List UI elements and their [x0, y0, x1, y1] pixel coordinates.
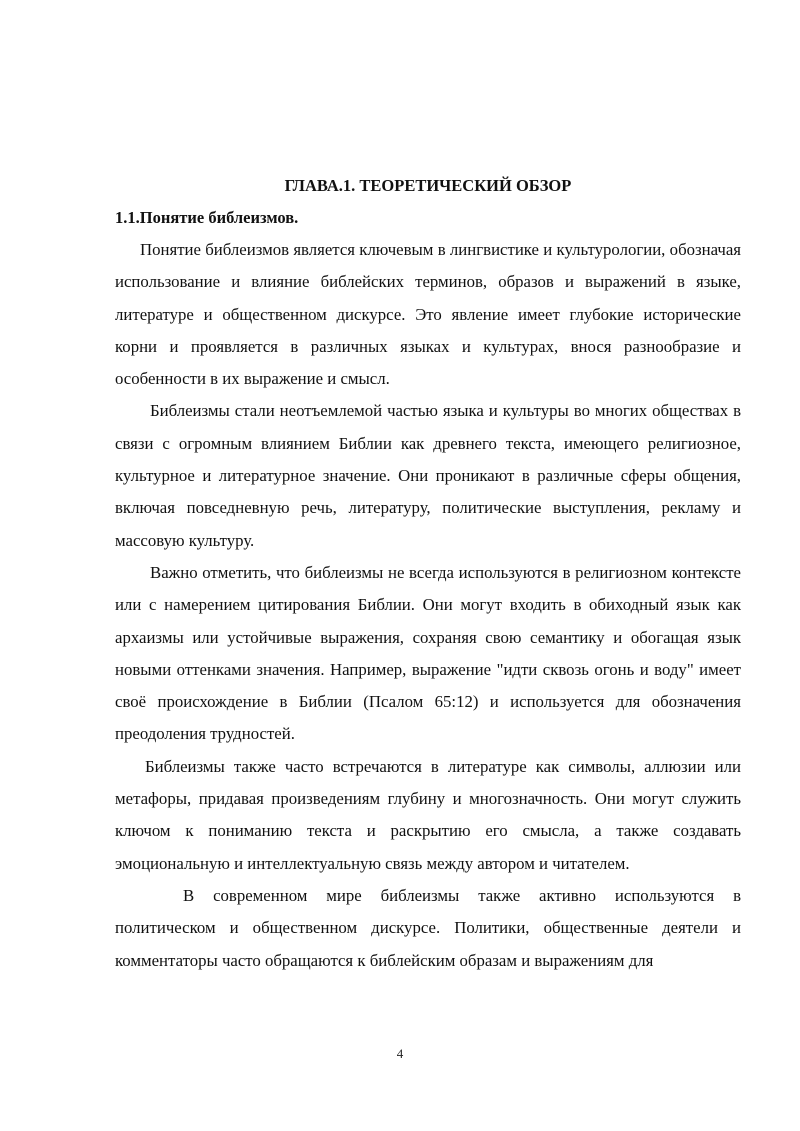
chapter-title: ГЛАВА.1. ТЕОРЕТИЧЕСКИЙ ОБЗОР — [284, 176, 572, 195]
page-number: 4 — [396, 1046, 404, 1061]
section-title: 1.1.Понятие библеизмов. — [115, 208, 299, 227]
page-content — [115, 172, 741, 977]
paragraph-5: В современном мире библеизмы также активно используются в политическом и общественном дискурсе. Политики, общественные деятели и комментаторы часто обращаются к библейским образам и выражениям для — [115, 885, 741, 970]
paragraph-3: Важно отметить, что библеизмы не всегда используются в религиозном контексте или с намерением цитирования Библии. Они могут входить в обиходный язык как архаизмы или устойчивые выражения, сохраняя свою семантику и обогащая язык новыми оттенками значения. Например, выражение "идти сквозь огонь и воду" имеет своё происхождение в Библии (Псалом 65:12) и используется для обозначения преодоления трудностей. — [115, 562, 741, 744]
paragraph-4: Библеизмы также часто встречаются в литературе как символы, аллюзии или метафоры, придавая произведениям глубину и многозначность. Они могут служить ключом к пониманию текста и раскрытию его смысла, а также создавать эмоциональную и интеллектуальную связь между автором и читателем. — [115, 756, 741, 873]
paragraph-2: Библеизмы стали неотъемлемой частью языка и культуры во многих обществах в связи с огромным влиянием Библии как древнего текста, имеющего религиозное, культурное и литературное значение. Они проникают в различные сферы общения, включая повседневную речь, литературу, политические выступления, рекламу и массовую культуру. — [115, 401, 741, 550]
paragraph-1: Понятие библеизмов является ключевым в лингвистике и культурологии, обозначая использование и влияние библейских терминов, образов и выражений в языке, литературе и общественном дискурсе. Это явление имеет глубокие исторические корни и проявляется в различных языках и культурах, внося разнообразие и особенности в их выражение и смысл. — [115, 240, 741, 389]
